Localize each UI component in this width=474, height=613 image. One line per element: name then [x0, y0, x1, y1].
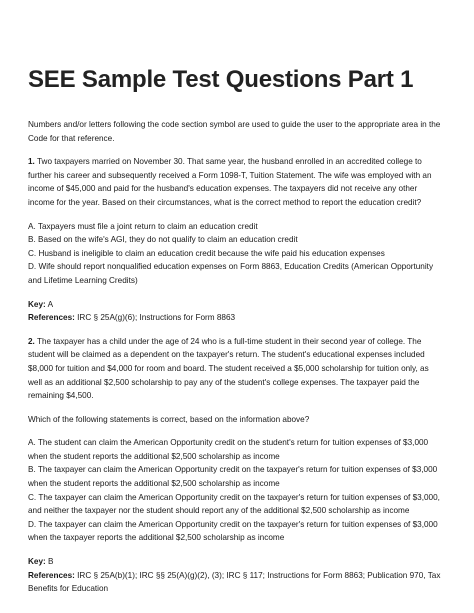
question-1-references-label: References: [28, 313, 75, 323]
question-1-option-c: C. Husband is ineligible to claim an education credit because the wife paid his education expenses [28, 248, 385, 258]
question-1-key-label: Key: [28, 299, 46, 309]
question-2-key-value: B [48, 557, 54, 567]
question-2-option-d: D. The taxpayer can claim the American Opportunity credit on the taxpayer's return for tuition expenses of $3,000 when the taxpayer reports the additional $2,500 scholarship as income [28, 519, 438, 543]
question-2-text [28, 335, 444, 403]
question-1-options [28, 220, 444, 288]
question-2-key-label: Key: [28, 557, 46, 567]
question-2-references [28, 569, 444, 596]
question-2-references-label: References: [28, 570, 75, 580]
question-2-references-value: IRC § 25A(b)(1); IRC §§ 25(A)(g)(2), (3); IRC § 117; Instructions for Form 8863; Publication 970, Tax Benefits for Education [28, 570, 441, 594]
question-2-options [28, 436, 444, 545]
question-1-option-a: A. Taxpayers must file a joint return to claim an education credit [28, 221, 258, 231]
question-1-option-b: B. Based on the wife's AGI, they do not qualify to claim an education credit [28, 235, 298, 245]
question-1-body: Two taxpayers married on November 30. That same year, the husband enrolled in an accredited college to further his career and subsequently received a Form 1098-T, Tuition Statement. The wife was employed with an income of $45,000 and paid for the husband's education expenses. The taxpayers did not receive any other income for the year. Based on their circumstances, what is the correct method to report the education credit? [28, 157, 432, 207]
question-1-text [28, 155, 444, 209]
question-2-option-a: A. The student can claim the American Opportunity credit on the student's return for tuition expenses of $3,000 when the student reports the additional $2,500 scholarship as income [28, 438, 429, 461]
question-2-option-b: B. The taxpayer can claim the American Opportunity credit on the taxpayer's return for tuition expenses of $3,000 when the student reports the additional $2,500 scholarship as income [28, 465, 438, 489]
question-1-references [28, 311, 444, 325]
question-1-references-value: IRC § 25A(g)(6); Instructions for Form 8863 [77, 313, 236, 323]
intro-paragraph: Numbers and/or letters following the code section symbol are used to guide the user to the appropriate area in the Code for that reference. [28, 120, 441, 143]
question-2-key [28, 555, 444, 569]
question-2-number: 2. [28, 336, 35, 346]
question-1-number: 1. [28, 157, 35, 167]
question-1-key-value: A [47, 299, 54, 309]
page-title: SEE Sample Test Questions Part 1 [28, 66, 414, 93]
question-2-option-c: C. The taxpayer can claim the American Opportunity credit on the taxpayer's return for tuition expenses of $3,000, and neither the taxpayer nor the student should report any of the additional $2,500 scholarship as income [28, 492, 440, 516]
question-2-body: The taxpayer has a child under the age of 24 who is a full-time student in their second year of college. The student will be claimed as a dependent on the taxpayer's return. The student's educational expenses included $8,000 for tuition and $4,000 for room and board. The student received a $5,000 scholarship for tuition only, as well as an additional $2,500 scholarship to pay any of the student's college expenses. The taxpayer paid the remaining $4,500. [28, 336, 429, 401]
question-1-option-d: D. Wife should report nonqualified education expenses on Form 8863, Education Credits (American Opportunity and Lifetime Learning Credits) [28, 262, 434, 285]
question-1-key [28, 298, 444, 312]
question-2-prompt: Which of the following statements is correct, based on the information above? [28, 414, 310, 424]
